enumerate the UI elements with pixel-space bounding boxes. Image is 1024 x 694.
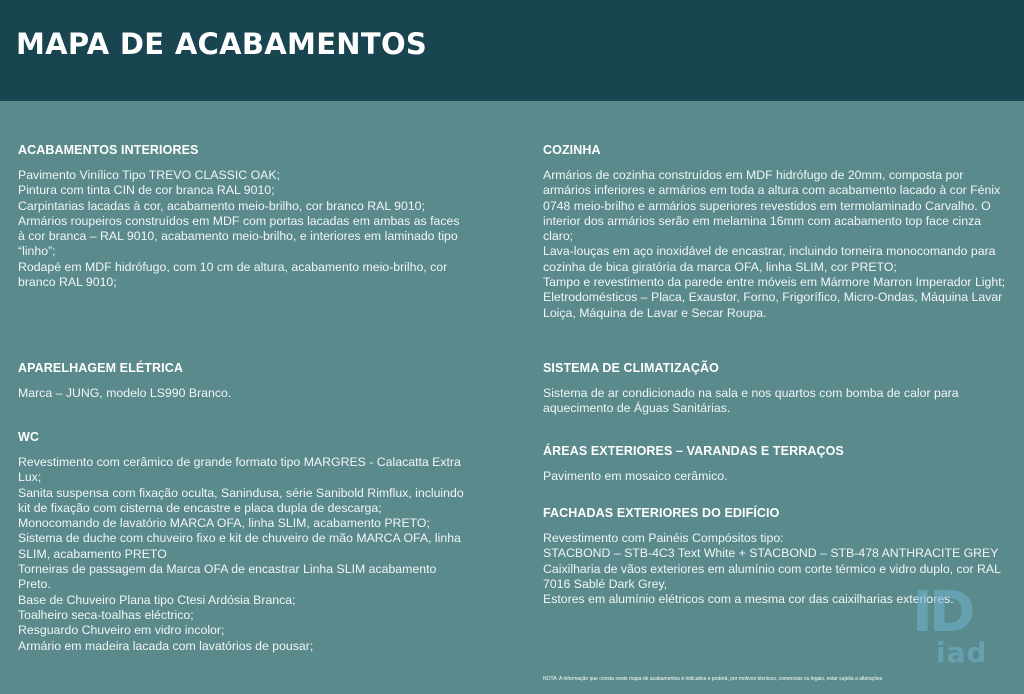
- section-line: Estores em alumínio elétricos com a mesma cor das caixilharias exteriores.: [543, 592, 954, 607]
- section-line: Armário em madeira lacada com lavatórios de pousar;: [18, 638, 314, 653]
- section-line: Revestimento com cerâmico de grande formato tipo MARGRES - Calacatta Extra Lux;: [18, 455, 461, 485]
- section-areas-exteriores: [543, 444, 1003, 484]
- section-title: FACHADAS EXTERIORES DO EDIFÍCIO: [543, 506, 780, 520]
- section-line: Monocomando de lavatório MARCA OFA, linha SLIM, acabamento PRETO;: [18, 516, 430, 531]
- logo-word: iad: [936, 636, 988, 669]
- section-line: Rodapé em MDF hidrófugo, com 10 cm de altura, acabamento meio-brilho, cor branco RAL 9010;: [18, 259, 448, 290]
- section-title: ACABAMENTOS INTERIORES: [18, 143, 199, 157]
- section-line: Toalheiro seca-toalhas eléctrico;: [18, 607, 194, 622]
- section-line: Torneiras de passagem da Marca OFA de encastrar Linha SLIM acabamento Preto.: [18, 562, 437, 592]
- section-line: Sistema de ar condicionado na sala e nos quartos com bomba de calor para aquecimento de Águas Sanitárias.: [543, 386, 959, 416]
- section-line: Eletrodomésticos – Placa, Exaustor, Forno, Frigorífico, Micro-Ondas, Máquina Lavar Loiça, Máquina de Lavar e Secar Roupa.: [543, 290, 1003, 320]
- section-line: STACBOND – STB-4C3 Text White + STACBOND – STB-478 ANTHRACITE GREY: [543, 546, 999, 561]
- section-line: Carpintarias lacadas à cor, acabamento meio-brilho, cor branco RAL 9010;: [18, 198, 425, 213]
- logo-mark: ID: [912, 580, 972, 645]
- section-line: Marca – JUNG, modelo LS990 Branco.: [18, 386, 232, 400]
- section-line: Sanita suspensa com fixação oculta, Sanindusa, série Sanibold Rimflux, incluindo kit de fixação com cisterna de encastre e placa dupla de descarga;: [18, 485, 464, 515]
- section-title: WC: [18, 430, 40, 444]
- section-title: ÁREAS EXTERIORES – VARANDAS E TERRAÇOS: [543, 444, 844, 458]
- section-line: Revestimento com Painéis Compósitos tipo:: [543, 531, 784, 545]
- section-wc: [18, 430, 468, 654]
- section-line: Pavimento em mosaico cerâmico.: [543, 469, 728, 483]
- section-title: APARELHAGEM ELÉTRICA: [18, 361, 183, 375]
- section-acabamentos-interiores: [18, 143, 468, 290]
- section-line: Lava-louças em aço inoxidável de encastrar, incluindo torneira monocomando para cozinha de bica giratória da marca OFA, linha SLIM, cor PRETO;: [543, 244, 996, 274]
- section-line: Sistema de duche com chuveiro fixo e kit de chuveiro de mão MARCA OFA, linha SLIM, acabamento PRETO: [18, 531, 461, 561]
- section-line: Pintura com tinta CIN de cor branca RAL 9010;: [18, 183, 275, 198]
- section-line: Base de Chuveiro Plana tipo Ctesi Ardósia Branca;: [18, 592, 296, 607]
- section-line: Pavimento Vinílico Tipo TREVO CLASSIC OAK;: [18, 168, 280, 182]
- section-climatizacao: [543, 361, 983, 417]
- page-header: [0, 0, 1024, 101]
- section-line: Armários de cozinha construídos em MDF hidrófugo de 20mm, composta por armários inferiores e armários em toda a altura com acabamento lacado à cor Fénix 0748 meio-brilho e armários superiores revestidos em termolaminado Carvalho. O interior dos armários serão em melamina 16mm com acabamento top face cinza claro;: [543, 168, 1001, 244]
- section-line: Caixilharia de vãos exteriores em alumínio com corte térmico e vidro duplo, cor RAL 7016 Sablé Dark Grey,: [543, 561, 1001, 591]
- page-title: MAPA DE ACABAMENTOS: [16, 27, 428, 61]
- section-line: Resguardo Chuveiro em vidro incolor;: [18, 623, 225, 638]
- iad-logo: [908, 580, 1004, 672]
- section-line: Tampo e revestimento da parede entre móveis em Mármore Marron Imperador Light;: [543, 275, 1006, 290]
- section-title: SISTEMA DE CLIMATIZAÇÃO: [543, 361, 719, 375]
- section-title: COZINHA: [543, 143, 601, 157]
- section-aparelhagem-eletrica: [18, 361, 468, 401]
- footnote: NOTA: A informação que consta neste mapa de acabamentos é indicativa e poderá, por motivos técnicos, comerciais ou legais, estar sujeita a alterações: [543, 676, 883, 682]
- section-line: Armários roupeiros construídos em MDF com portas lacadas em ambas as faces à cor branca – RAL 9010, acabamento meio-brilho, e interiores em laminado tipo “linho”;: [18, 213, 460, 259]
- section-cozinha: [543, 143, 1008, 321]
